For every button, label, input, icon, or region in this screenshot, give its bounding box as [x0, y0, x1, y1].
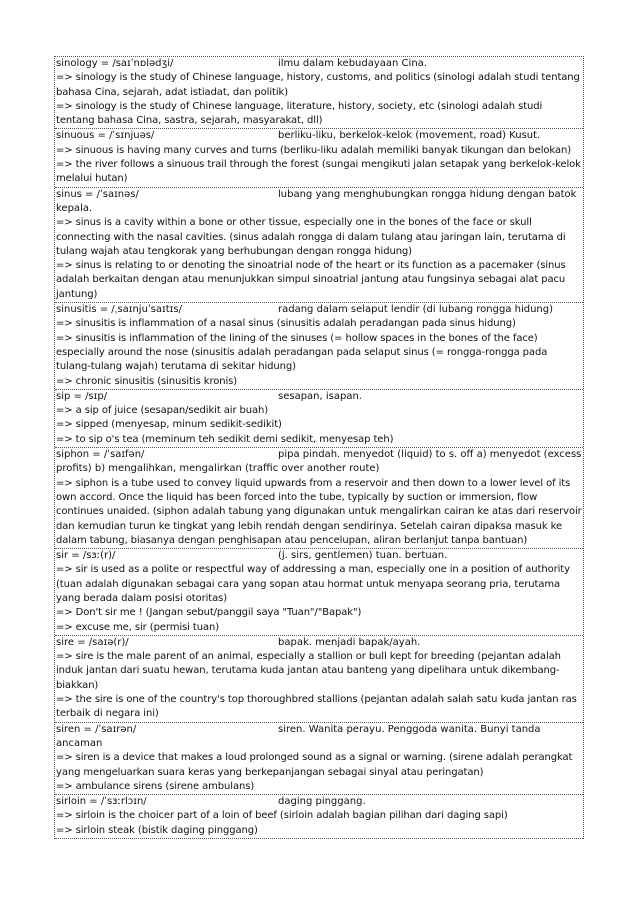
example-line: => siphon is a tube used to convey liquid upwards from a reservoir and then down to a lower level of its own accord. Once the liquid has been forced into the tube, typically by suction or immersion, flow continues unaided. (siphon adalah tabung yang digunakan untuk mengalirkan cairan ke atas dari reservoir dan kemudian turun ke tingkat yang lebih rendah dengan sendirinya. Setelah cairan dipaksa masuk ke dalam tabung, biasanya dengan penghisapan atau pencelupan, aliran berlanjut tanpa bantuan) — [56, 477, 582, 546]
entry-heading — [56, 303, 583, 317]
headword: sirloin = /ˈsɜːrlɔɪn/ — [56, 796, 147, 808]
headword: sir = /sɜː(r)/ — [56, 550, 116, 562]
example-line: => excuse me, sir (permisi tuan) — [56, 621, 220, 633]
meaning: daging pinggang. — [278, 796, 366, 808]
headword: sinus = /ˈsaɪnəs/ — [56, 188, 139, 200]
example-line: => sinusitis is inflammation of a nasal sinus (sinusitis adalah peradangan pada sinus hidung) — [56, 318, 516, 330]
entry-sinus — [55, 188, 583, 303]
headword: siphon = /ˈsaɪfən/ — [56, 449, 145, 461]
meaning: ilmu dalam kebudayaan Cina. — [278, 58, 427, 69]
entry-heading — [56, 57, 583, 71]
entry-heading — [56, 723, 583, 752]
entry-sinology — [55, 57, 583, 129]
example-line: => ambulance sirens (sirene ambulans) — [56, 780, 255, 792]
dictionary-table — [54, 56, 584, 839]
meaning: (j. sirs, gentlemen) tuan. bertuan. — [278, 550, 448, 562]
example-line: => sinus is a cavity within a bone or other tissue, especially one in the bones of the face or skull connecting with the nasal cavities. (sinus adalah rongga di dalam tulang atau jaringan lain, terutama di tulang wajah atau tengkorak yang berhubungan dengan rongga hidung) — [56, 217, 566, 257]
entry-heading — [56, 390, 583, 404]
example-line: => sirloin is the choicer part of a loin of beef (sirloin adalah bagian pilihan dari daging sapi) — [56, 810, 508, 822]
example-line: => sinusitis is inflammation of the lining of the sinuses (= hollow spaces in the bones of the face) especially around the nose (sinusitis adalah peradangan pada selaput sinus (= rongga-rongga pada tulang-tulang wajah) terutama di sekitar hidung) — [56, 332, 548, 373]
example-line: => the river follows a sinuous trail through the forest (sungai mengikuti jalan setapak yang berkelok-kelok melalui hutan) — [56, 159, 581, 185]
example-line: => sir is used as a polite or respectful way of addressing a man, especially one in a position of authority (tuan adalah digunakan sebagai cara yang sopan atau hormat untuk menyapa seorang pria, terutama yang berada dalam posisi otoritas) — [56, 564, 570, 604]
meaning: bapak. menjadi bapak/ayah. — [278, 636, 421, 648]
headword: siren = /ˈsaɪrən/ — [56, 723, 137, 735]
example-line: => to sip o's tea (meminum teh sedikit demi sedikit, menyesap teh) — [56, 433, 394, 445]
entry-heading — [56, 795, 583, 809]
entry-heading — [56, 448, 583, 477]
entry-heading — [56, 129, 583, 143]
headword: sinology = /saɪˈnɒlədʒi/ — [56, 58, 174, 69]
entry-sip — [55, 390, 583, 448]
entry-siphon — [55, 448, 583, 549]
headword: sinuous = /ˈsɪnjuəs/ — [56, 130, 155, 142]
headword: sire = /saɪə(r)/ — [56, 636, 129, 648]
meaning: sesapan, isapan. — [278, 390, 362, 402]
entry-heading — [56, 636, 583, 650]
entry-sinusitis — [55, 303, 583, 390]
meaning: lubang yang menghubungkan rongga hidung dengan batok kepala. — [56, 188, 577, 214]
example-line: => sinuous is having many curves and turns (berliku-liku adalah memiliki banyak tikungan dan belokan) — [56, 144, 572, 156]
example-line: => sirloin steak (bistik daging pinggang) — [56, 824, 258, 836]
example-line: => siren is a device that makes a loud prolonged sound as a signal or warning. (sirene adalah perangkat yang mengeluarkan suara keras yang berkepanjangan sebagai sinyal atau peringatan) — [56, 752, 573, 778]
meaning: pipa pindah. menyedot (liquid) to s. off a) menyedot (excess profits) b) mengalihkan, mengalirkan (traffic over another route) — [56, 449, 582, 475]
example-line: => the sire is one of the country's top thoroughbred stallions (pejantan adalah salah satu kuda jantan ras terbaik di negara ini) — [56, 694, 577, 720]
entry-heading — [56, 549, 583, 563]
headword: sinusitis = /ˌsaɪnjuˈsaɪtɪs/ — [56, 304, 182, 316]
meaning: radang dalam selaput lendir (di lubang rongga hidung) — [278, 304, 554, 316]
example-line: => a sip of juice (sesapan/sedikit air buah) — [56, 405, 269, 417]
example-line: => Don't sir me ! (Jangan sebut/panggil saya "Tuan"/"Bapak") — [56, 607, 362, 619]
entry-sir — [55, 549, 583, 636]
example-line: => sinology is the study of Chinese language, history, customs, and politics (sinologi adalah studi tentang bahasa Cina, sejarah, adat istiadat, dan politik) — [56, 72, 580, 98]
entry-sire — [55, 636, 583, 723]
entry-sirloin — [55, 795, 583, 839]
meaning: berliku-liku, berkelok-kelok (movement, road) Kusut. — [278, 130, 541, 142]
example-line: => sinology is the study of Chinese language, literature, history, society, etc (sinologi adalah studi tentang bahasa Cina, sastra, sejarah, masyarakat, dll) — [56, 100, 543, 127]
meaning: siren. Wanita perayu. Penggoda wanita. Bunyi tanda ancaman — [56, 723, 541, 749]
example-line: => sipped (menyesap, minum sedikit-sedikit) — [56, 419, 282, 431]
entry-sinuous — [55, 129, 583, 187]
headword: sip = /sɪp/ — [56, 390, 108, 402]
example-line: => chronic sinusitis (sinusitis kronis) — [56, 375, 238, 387]
example-line: => sinus is relating to or denoting the sinoatrial node of the heart or its function as a pacemaker (sinus adalah berkaitan dengan atau menunjukkan simpul sinoatrial jantung atau fungsinya sebagai alat pacu jantung) — [56, 260, 566, 300]
example-line: => sire is the male parent of an animal, especially a stallion or bull kept for breeding (pejantan adalah induk jantan dari suatu hewan, terutama kuda jantan atau banteng yang dipelihara untuk dikembang-biakkan) — [56, 651, 561, 691]
entry-siren — [55, 723, 583, 795]
entry-heading — [56, 188, 583, 217]
